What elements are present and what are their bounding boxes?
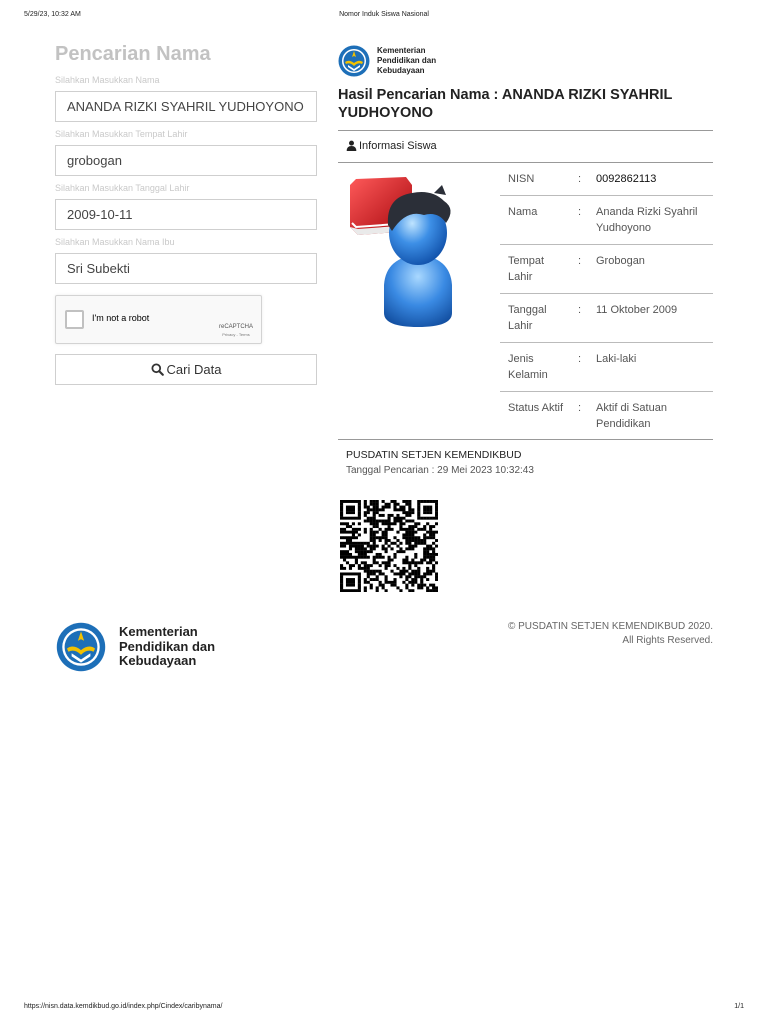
table-row bbox=[500, 343, 713, 392]
copyright-line-2: All Rights Reserved. bbox=[622, 635, 713, 646]
search-icon bbox=[151, 363, 164, 376]
row-colon: : bbox=[578, 173, 582, 185]
footer-brand-line-1: Kementerian bbox=[119, 624, 198, 639]
result-title: Hasil Pencarian Nama : ANANDA RIZKI SYAHRIL YUDHOYONO bbox=[338, 87, 673, 121]
search-timestamp: Tanggal Pencarian : 29 Mei 2023 10:32:43 bbox=[346, 465, 534, 476]
tut-wuri-handayani-logo bbox=[56, 622, 106, 672]
print-datetime: 5/29/23, 10:32 AM bbox=[24, 11, 81, 18]
row-key-nama: Nama bbox=[508, 206, 538, 218]
mother-name-input[interactable]: Sri Subekti bbox=[55, 253, 317, 284]
brand-header bbox=[338, 44, 713, 78]
birthplace-input[interactable]: grobogan bbox=[55, 145, 317, 176]
student-info-header bbox=[338, 130, 713, 163]
print-header bbox=[0, 11, 768, 21]
result-panel bbox=[338, 44, 713, 597]
search-button-label: Cari Data bbox=[166, 362, 222, 377]
table-row bbox=[500, 196, 713, 245]
row-value-nisn: 0092862113 bbox=[596, 173, 657, 185]
table-row bbox=[500, 245, 713, 294]
brand-line-2: Pendidikan dan bbox=[377, 56, 437, 65]
print-url: https://nisn.data.kemdikbud.go.id/index.php/Cindex/caribynama/ bbox=[24, 1003, 223, 1010]
print-page-number: 1/1 bbox=[734, 1003, 744, 1010]
row-value-jenis-kelamin: Laki-laki bbox=[596, 353, 637, 365]
row-colon: : bbox=[578, 402, 582, 414]
copyright-line-1: © PUSDATIN SETJEN KEMENDIKBUD 2020. bbox=[507, 621, 713, 632]
print-footer bbox=[0, 1003, 768, 1013]
footer-brand-line-2: Pendidikan dan bbox=[119, 638, 216, 654]
brand-text bbox=[377, 46, 436, 76]
mother-name-field-label: Silahkan Masukkan Nama Ibu bbox=[55, 237, 175, 247]
student-avatar bbox=[346, 173, 490, 331]
recaptcha-checkbox[interactable] bbox=[65, 310, 84, 329]
row-key-tanggal-lahir: Tanggal Lahir bbox=[508, 304, 547, 332]
copyright bbox=[508, 620, 713, 648]
row-value-tanggal-lahir: 11 Oktober 2009 bbox=[596, 304, 678, 316]
row-key-nisn: NISN bbox=[508, 173, 535, 185]
qr-code bbox=[340, 500, 438, 592]
search-meta bbox=[338, 448, 713, 478]
brand-line-3: Kebudayaan bbox=[377, 66, 425, 75]
table-row bbox=[500, 392, 713, 440]
brand-line-1: Kementerian bbox=[377, 46, 426, 55]
recaptcha-links[interactable]: Privacy - Terms bbox=[222, 332, 250, 337]
tut-wuri-handayani-logo bbox=[338, 45, 370, 77]
birthdate-input[interactable]: 2009-10-11 bbox=[55, 199, 317, 230]
row-value-nama: Ananda Rizki Syahril Yudhoyono bbox=[596, 206, 698, 234]
print-page-title: Nomor Induk Siswa Nasional bbox=[339, 11, 429, 18]
row-key-tempat-lahir: Tempat Lahir bbox=[508, 255, 545, 283]
recaptcha-label: I'm not a robot bbox=[92, 313, 150, 323]
footer-brand-line-3: Kebudayaan bbox=[119, 653, 197, 668]
row-value-status-aktif: Aktif di Satuan Pendidikan bbox=[596, 402, 667, 430]
table-row bbox=[500, 294, 713, 343]
recaptcha-brand bbox=[219, 324, 253, 338]
table-row bbox=[500, 163, 713, 196]
birthdate-field-label: Silahkan Masukkan Tanggal Lahir bbox=[55, 183, 190, 193]
row-value-tempat-lahir: Grobogan bbox=[596, 255, 645, 267]
form-title: Pencarian Nama bbox=[55, 43, 211, 65]
recaptcha-widget bbox=[55, 295, 262, 344]
user-icon bbox=[346, 140, 357, 151]
row-colon: : bbox=[578, 353, 582, 365]
name-field-label: Silahkan Masukkan Nama bbox=[55, 75, 160, 85]
row-colon: : bbox=[578, 255, 582, 267]
search-button[interactable] bbox=[55, 354, 317, 385]
search-form bbox=[55, 40, 317, 385]
row-key-jenis-kelamin: Jenis Kelamin bbox=[508, 353, 548, 381]
student-info-body bbox=[338, 163, 713, 440]
recaptcha-brand-name: reCAPTCHA bbox=[218, 324, 253, 330]
birthplace-field-label: Silahkan Masukkan Tempat Lahir bbox=[55, 129, 188, 139]
student-avatar-image bbox=[346, 173, 490, 331]
footer-brand-text bbox=[119, 625, 215, 669]
row-colon: : bbox=[578, 206, 582, 218]
row-colon: : bbox=[578, 304, 582, 316]
student-info-table bbox=[500, 163, 713, 440]
footer-brand bbox=[56, 622, 276, 672]
org-name: PUSDATIN SETJEN KEMENDIKBUD bbox=[346, 449, 522, 461]
student-info-label: Informasi Siswa bbox=[359, 140, 437, 152]
name-input[interactable]: ANANDA RIZKI SYAHRIL YUDHOYONO bbox=[55, 91, 317, 122]
row-key-status-aktif: Status Aktif bbox=[508, 402, 564, 414]
